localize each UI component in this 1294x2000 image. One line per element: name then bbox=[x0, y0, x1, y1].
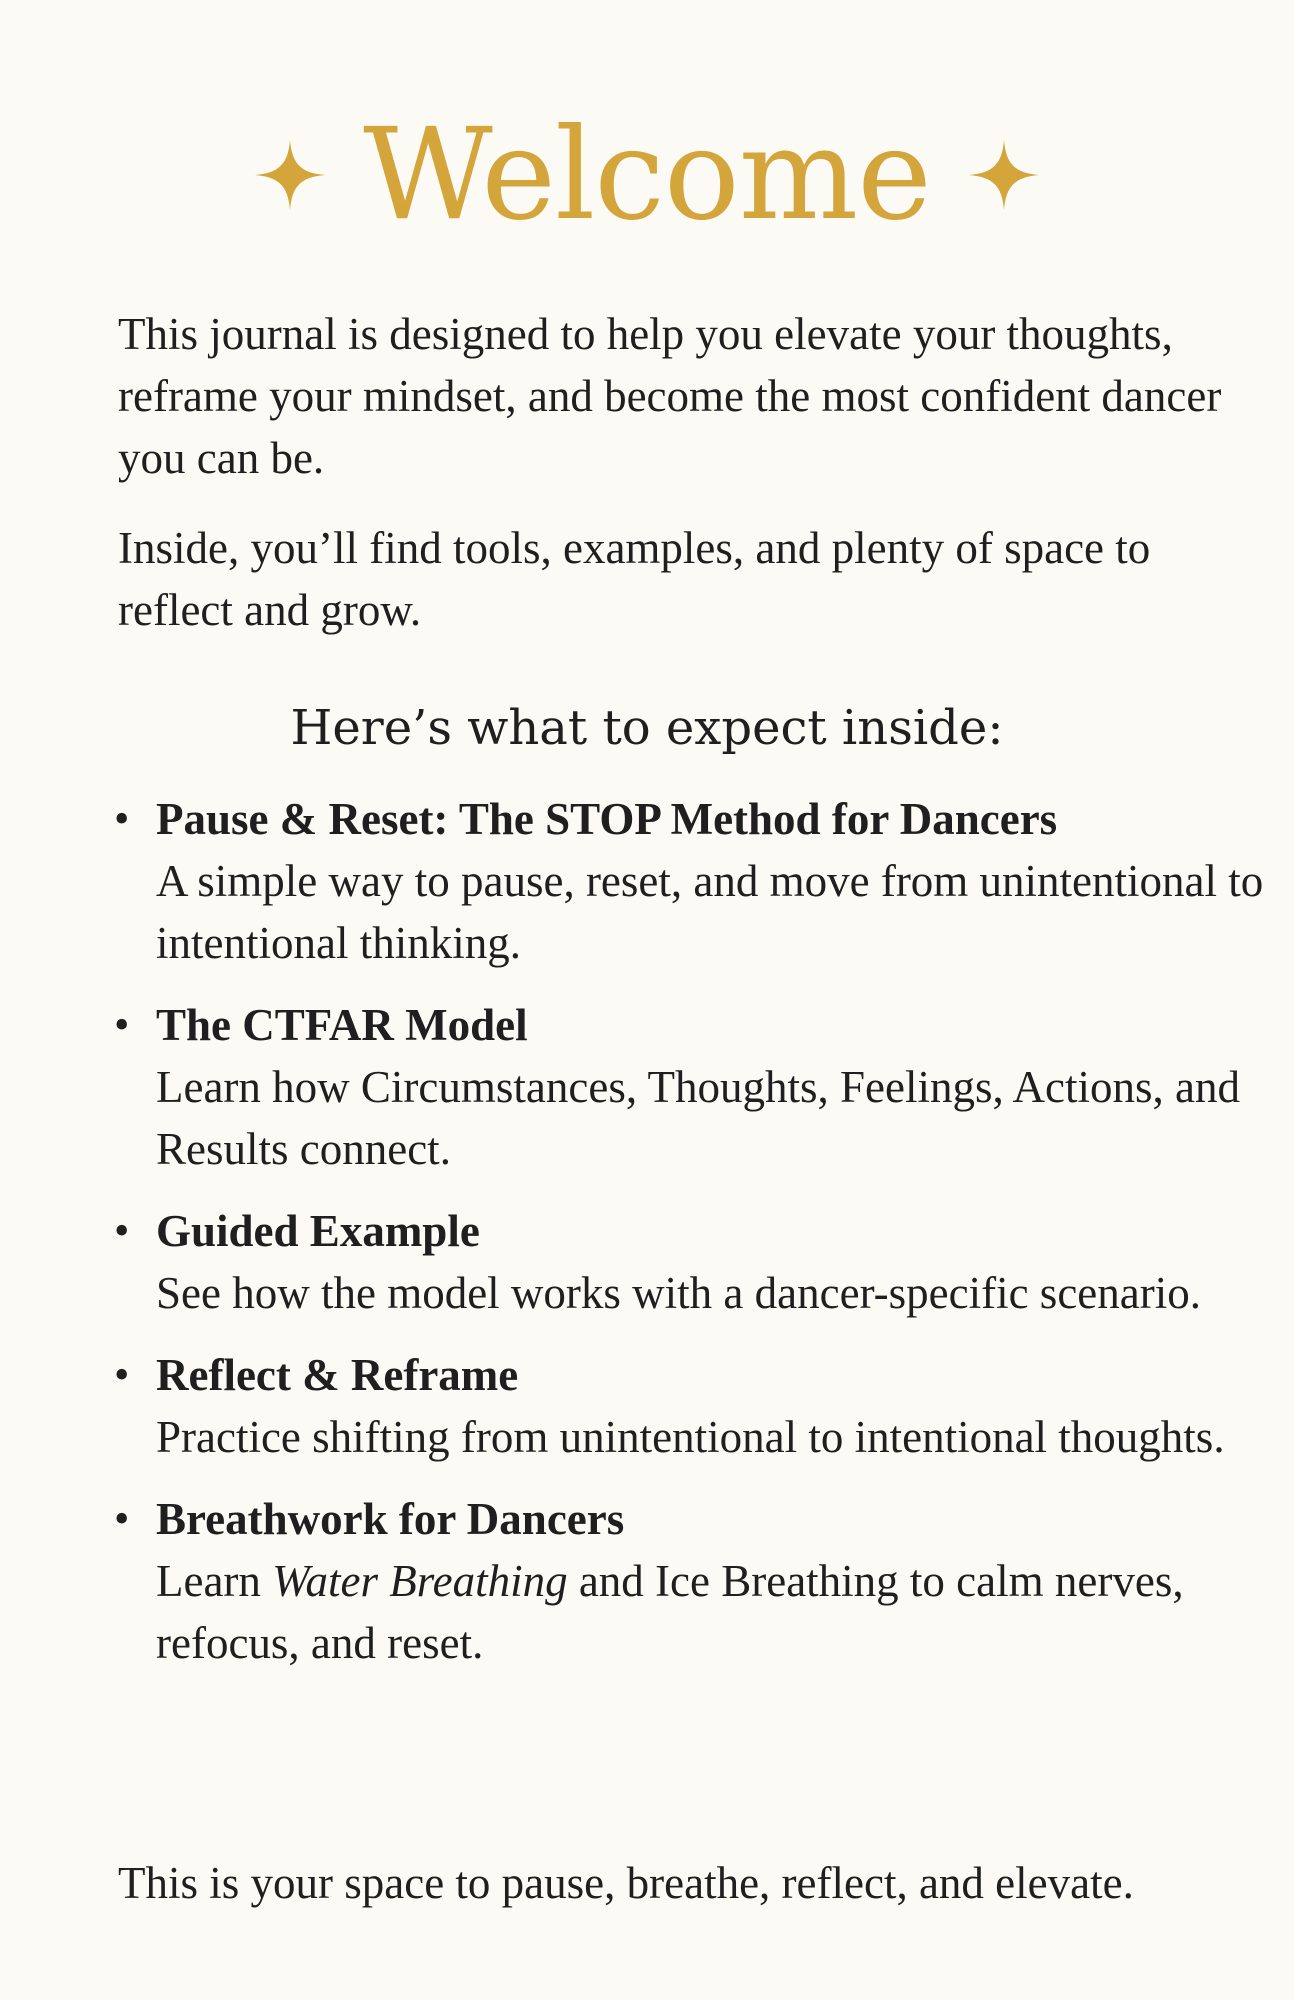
bullet-icon: • bbox=[114, 1206, 130, 1255]
list-item-title: Breathwork for Dancers bbox=[156, 1494, 625, 1544]
list-item-description: A simple way to pause, reset, and move from unintentional to intentional thinking. bbox=[156, 856, 1264, 968]
sparkle-icon bbox=[253, 138, 327, 212]
description-italic: Water Breathing bbox=[272, 1556, 568, 1606]
bullet-icon: • bbox=[114, 1350, 130, 1399]
intro-paragraph: Inside, you’ll find tools, examples, and plenty of space to reflect and grow. bbox=[118, 523, 1151, 635]
list-item-description: Learn how Circumstances, Thoughts, Feelings, Actions, and Results connect. bbox=[156, 1062, 1240, 1174]
closing-statement: This is your space to pause, breathe, reflect, and elevate. bbox=[118, 1858, 1134, 1908]
list-item-title: Reflect & Reframe bbox=[156, 1350, 519, 1400]
title-row bbox=[0, 100, 1294, 250]
list-item-description: Practice shifting from unintentional to intentional thoughts. bbox=[156, 1412, 1225, 1462]
list-item bbox=[114, 1200, 1264, 1324]
list-item-title: The CTFAR Model bbox=[156, 1000, 528, 1050]
section-heading: Here’s what to expect inside: bbox=[290, 700, 1004, 756]
contents-list bbox=[114, 788, 1264, 1694]
bullet-icon: • bbox=[114, 1494, 130, 1543]
sparkle-icon bbox=[967, 138, 1041, 212]
list-item bbox=[114, 1488, 1264, 1674]
list-item-title: Pause & Reset: The STOP Method for Dancers bbox=[156, 794, 1058, 844]
bullet-icon: • bbox=[114, 794, 130, 843]
intro-paragraph: This journal is designed to help you elevate your thoughts, reframe your mindset, and become the most confident dancer you can be. bbox=[118, 309, 1222, 483]
list-item-description: See how the model works with a dancer-specific scenario. bbox=[156, 1268, 1201, 1318]
list-item bbox=[114, 788, 1264, 974]
description-prefix: Learn bbox=[156, 1556, 273, 1606]
list-item bbox=[114, 994, 1264, 1180]
bullet-icon: • bbox=[114, 1000, 130, 1049]
list-item-title: Guided Example bbox=[156, 1206, 480, 1256]
description-suffix: and Ice Breathing to calm nerves, refocus, and reset. bbox=[156, 1556, 1184, 1668]
list-item-description bbox=[156, 1550, 1264, 1674]
list-item bbox=[114, 1344, 1264, 1468]
page-title: Welcome bbox=[363, 101, 931, 248]
